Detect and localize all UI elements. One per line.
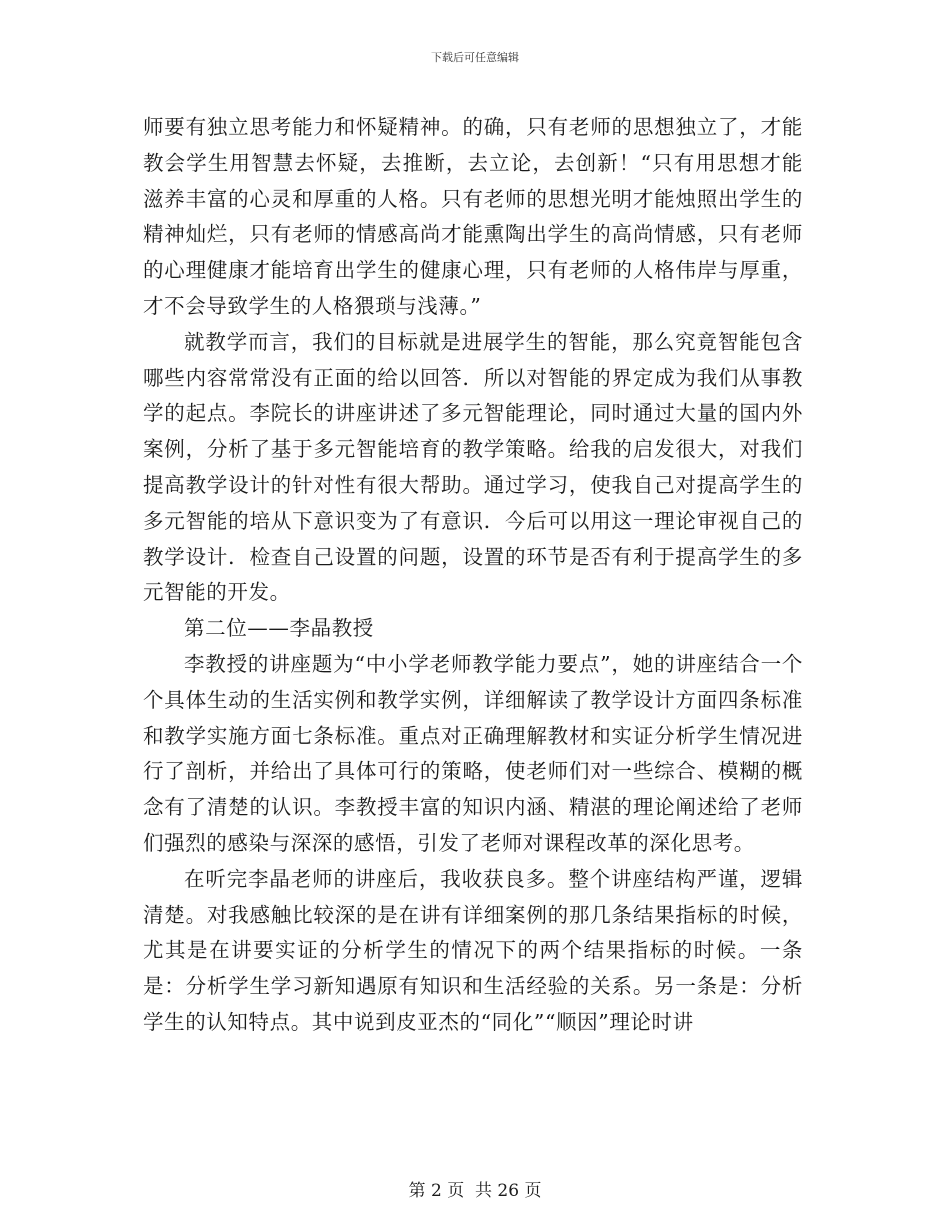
footer-middle: 页 共 — [447, 1181, 492, 1201]
header-text: 下载后可任意编辑 — [431, 51, 519, 64]
paragraph-3: 李教授的讲座题为“中小学老师教学能力要点”，她的讲座结合一个个具体生动的生活实例和教学实例，详细解读了教学设计方面四条标准和教学实施方面七条标准。重点对正确理解教材和实证分析学生情况进行了剖析，并给出了具体可行的策略，使老师们对一些综合、模糊的概念有了清楚的认识。李教授丰富的知识内涵、精湛的理论阐述给了老师们强烈的感染与深深的感悟，引发了老师对课程改革的深化思考。 — [143, 651, 803, 855]
footer-prefix: 第 — [408, 1181, 426, 1201]
page-number: 2 — [430, 1181, 442, 1201]
paragraph-4: 在听完李晶老师的讲座后，我收获良多。整个讲座结构严谨，逻辑清楚。对我感触比较深的是在讲有详细案例的那几条结果指标的时候，尤其是在讲要实证的分析学生的情况下的两个结果指标的时候。一条是：分析学生学习新知遇原有知识和生活经验的关系。另一条是：分析学生的认知特点。其中说到皮亚杰的“同化”“顺因”理论时讲 — [143, 866, 803, 1034]
total-pages: 26 — [497, 1181, 520, 1201]
document-body — [143, 110, 803, 1041]
footer-suffix: 页 — [524, 1181, 542, 1201]
paragraph-2: 就教学而言，我们的目标就是进展学生的智能，那么究竟智能包含哪些内容常常没有正面的给以回答．所以对智能的界定成为我们从事教学的起点。李院长的讲座讲述了多元智能理论，同时通过大量的国内外案例，分析了基于多元智能培育的教学策略。给我的启发很大，对我们提高教学设计的针对性有很大帮助。通过学习，使我自己对提高学生的多元智能的培从下意识变为了有意识．今后可以用这一理论审视自己的教学设计．检查自己设置的问题，设置的环节是否有利于提高学生的多元智能的开发。 — [143, 329, 803, 605]
section-heading: 第二位——李晶教授 — [184, 616, 374, 641]
paragraph-1: 师要有独立思考能力和怀疑精神。的确，只有老师的思想独立了，才能教会学生用智慧去怀疑，去推断，去立论，去创新！“只有用思想才能滋养丰富的心灵和厚重的人格。只有老师的思想光明才能烛照出学生的精神灿烂，只有老师的情感高尚才能熏陶出学生的高尚情感，只有老师的心理健康才能培育出学生的健康心理，只有老师的人格伟岸与厚重，才不会导致学生的人格猥琐与浅薄。” — [143, 115, 803, 318]
page-header — [0, 51, 950, 65]
page-footer — [0, 1180, 950, 1202]
